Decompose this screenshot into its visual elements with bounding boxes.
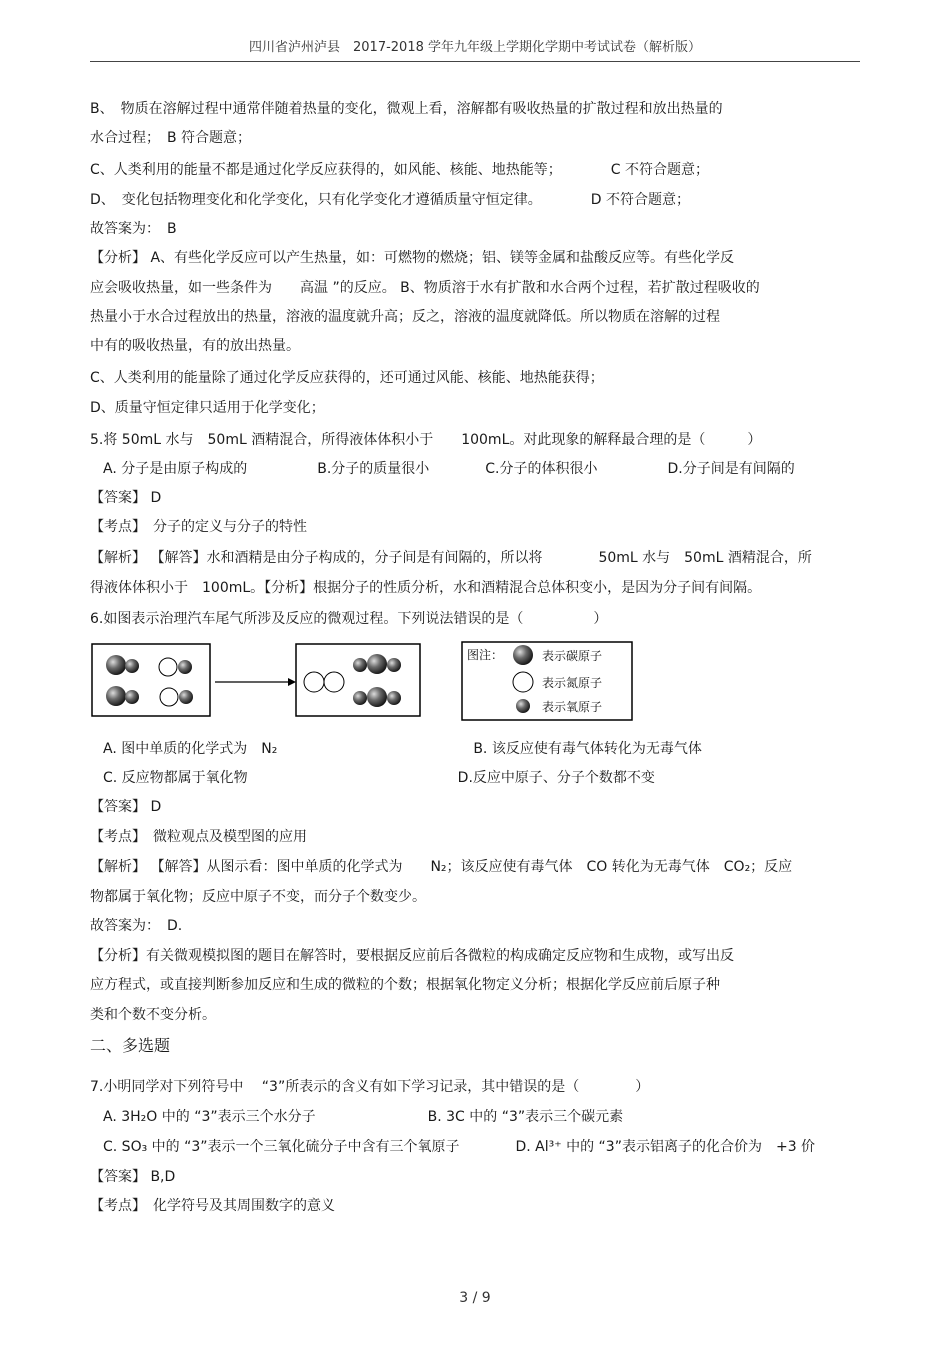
text-line: 5.将 50mL 水与 50mL 酒精混合，所得液体体积小于 100mL。对此现象的解释最合理的是（ ） xyxy=(90,432,762,448)
text-line: A. 分子是由原子构成的 B.分子的质量很小 C.分子的体积很小 D.分子间是有间隔的 xyxy=(103,461,795,477)
text-line: 热量小于水合过程放出的热量，溶液的温度就升高；反之，溶液的温度就降低。所以物质在溶解的过程 xyxy=(90,309,720,325)
text-line: 7.小明同学对下列符号中 “3”所表示的含义有如下学习记录，其中错误的是（ ） xyxy=(90,1079,650,1095)
text-line: 【解析】 【解答】水和酒精是由分子构成的，分子间是有间隔的，所以将 50mL 水与 50mL 酒精混合，所 xyxy=(90,550,812,566)
oxygen-atom-icon xyxy=(516,699,530,713)
text-line: 【分析】 A、有些化学反应可以产生热量，如：可燃物的燃烧；铝、镁等金属和盐酸反应等。有些化学反 xyxy=(90,250,735,266)
text-line: 类和个数不变分析。 xyxy=(90,1007,216,1023)
text-line: C、人类利用的能量除了通过化学反应获得的，还可通过风能、核能、地热能获得； xyxy=(90,370,604,386)
reaction-figure xyxy=(90,640,650,729)
legend-nitrogen: 表示氮原子 xyxy=(542,676,603,690)
text-line: D、 变化包括物理变化和化学变化，只有化学变化才遵循质量守恒定律。 D 不符合题意； xyxy=(90,192,691,208)
text-line: C. 反应物都属于氧化物 D.反应中原子、分子个数都不变 xyxy=(103,770,655,786)
text-line: 物都属于氧化物；反应中原子不变，而分子个数变少。 xyxy=(90,889,426,905)
text-line: C. SO₃ 中的 “3”表示一个三氧化硫分子中含有三个氧原子 D. Al³⁺ 中的 “3”表示铝离子的化合价为 +3 价 xyxy=(103,1139,816,1155)
text-line: 故答案为： D. xyxy=(90,918,183,934)
text-line: C、人类利用的能量不都是通过化学反应获得的，如风能、核能、地热能等； C 不符合题意； xyxy=(90,162,709,178)
text-line: 【考点】 化学符号及其周围数字的意义 xyxy=(90,1198,335,1214)
page-number: 3 / 9 xyxy=(459,1290,491,1306)
arrow-head-icon xyxy=(288,678,296,686)
section-heading: 二、多选题 xyxy=(90,1036,171,1055)
text-line: 【考点】 分子的定义与分子的特性 xyxy=(90,519,307,535)
reaction-diagram xyxy=(90,640,650,725)
nitrogen-atom-icon xyxy=(513,672,533,692)
text-line: B、 物质在溶解过程中通常伴随着热量的变化，微观上看，溶解都有吸收热量的扩散过程和放出热量的 xyxy=(90,101,723,117)
reactants-box xyxy=(92,644,210,716)
text-line: 得液体体积小于 100mL。【分析】根据分子的性质分析，水和酒精混合总体积变小，是因为分子间有间隔。 xyxy=(90,580,762,596)
text-line: 【考点】 微粒观点及模型图的应用 xyxy=(90,829,307,845)
text-line: 6.如图表示治理汽车尾气所涉及反应的微观过程。下列说法错误的是（ ） xyxy=(90,611,608,627)
text-line: 应会吸收热量，如一些条件为 高温 ”的反应。 B、物质溶于水有扩散和水合两个过程，若扩散过程吸收的 xyxy=(90,280,760,296)
text-line: 【解析】 【解答】从图示看：图中单质的化学式为 N₂；该反应使有毒气体 CO 转化为无毒气体 CO₂；反应 xyxy=(90,859,793,875)
text-line: 故答案为： B xyxy=(90,221,177,237)
text-line: 【答案】 B,D xyxy=(90,1169,176,1185)
text-line: A. 3H₂O 中的 “3”表示三个水分子 B. 3C 中的 “3”表示三个碳元素 xyxy=(103,1109,624,1125)
header-divider xyxy=(90,61,860,62)
legend-oxygen: 表示氧原子 xyxy=(542,700,603,714)
legend-title: 图注： xyxy=(467,648,504,662)
text-line: 【分析】有关微观模拟图的题目在解答时，要根据反应前后各微粒的构成确定反应物和生成物，或写出反 xyxy=(90,948,734,964)
text-line: 【答案】 D xyxy=(90,490,162,506)
text-line: 【答案】 D xyxy=(90,799,162,815)
text-line: A. 图中单质的化学式为 N₂ B. 该反应使有毒气体转化为无毒气体 xyxy=(103,741,702,757)
text-line: 中有的吸收热量，有的放出热量。 xyxy=(90,338,300,354)
text-line: D、质量守恒定律只适用于化学变化； xyxy=(90,400,325,416)
legend-carbon: 表示碳原子 xyxy=(542,649,603,663)
carbon-atom-icon xyxy=(513,645,533,665)
text-line: 水合过程； B 符合题意； xyxy=(90,130,252,146)
text-line: 应方程式，或直接判断参加反应和生成的微粒的个数；根据氧化物定义分析；根据化学反应前后原子种 xyxy=(90,977,720,993)
page-header: 四川省泸州泸县 2017-2018 学年九年级上学期化学期中考试试卷（解析版） xyxy=(249,40,701,55)
